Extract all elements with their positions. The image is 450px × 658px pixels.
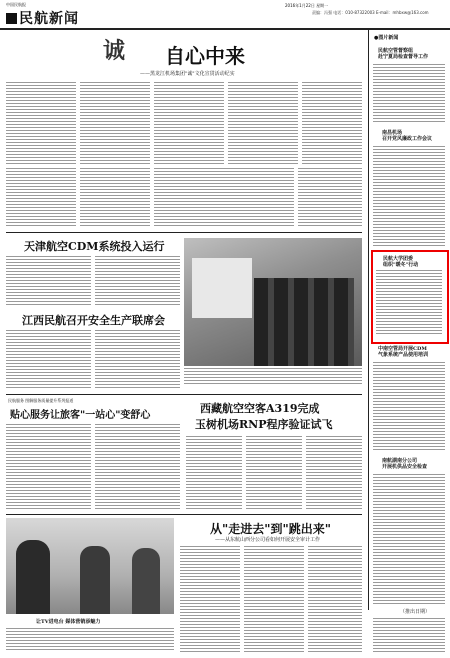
sidebar-item-3-title: 中南空管局开展CDM 气象系统产品使用培训 <box>378 346 429 358</box>
lead-text-col-3 <box>154 82 224 164</box>
sidebar-highlight-title: 民航大学团委 组织"暖冬"行动 <box>383 256 419 268</box>
wall-chart <box>192 258 252 318</box>
divider-mid <box>6 394 362 395</box>
people-group <box>254 278 354 366</box>
sidebar-highlight-box <box>371 250 449 344</box>
lead-text-col-6 <box>6 168 76 228</box>
lead-text-col-4 <box>228 82 298 164</box>
sidebar-item-1-text <box>373 64 445 124</box>
presenter-right <box>132 548 160 614</box>
service-text-2 <box>95 424 180 510</box>
sidebar-header: ●图片新闻 <box>374 35 399 41</box>
lead-text-col-9 <box>298 168 362 228</box>
bottom-text-3 <box>308 546 362 652</box>
service-kicker: 民航服务 图解服务质量提升系列报道 <box>8 398 74 403</box>
radio-studio-photo <box>6 518 174 614</box>
presenter-middle <box>80 546 110 614</box>
jiangxi-text-2 <box>95 330 180 390</box>
section-title <box>6 8 79 28</box>
lead-kicker: 诚 <box>103 38 126 64</box>
newspaper-name: 中国民航报 <box>6 2 26 7</box>
training-photo <box>184 238 362 366</box>
section-title-text: 民航新闻 <box>19 11 79 27</box>
bottom-subtitle: ——从东航山西分公司看如何开展安全审计工作 <box>215 537 321 543</box>
lead-text-col-8 <box>154 168 294 228</box>
lead-text-col-1 <box>6 82 76 164</box>
bottom-headline: 从"走进去"到"跳出来" <box>210 522 332 536</box>
lead-subtitle: ——黑龙江机场集团"诚"文化宣贯活动纪实 <box>140 71 235 77</box>
service-text-1 <box>6 424 91 510</box>
tianjin-text-1 <box>6 256 91 306</box>
lead-text-col-7 <box>80 168 150 228</box>
masthead <box>0 0 450 30</box>
sidebar-item-4-title: 南航湖南分公司 开展机供品安全检查 <box>382 458 428 470</box>
sidebar-highlight-text <box>376 270 442 336</box>
sidebar-item-2-title: 南昌机场 召开党风廉政工作会议 <box>382 130 433 142</box>
tianjin-headline: 天津航空CDM系统投入运行 <box>24 240 165 253</box>
service-headline: 贴心服务让旅客"一站心"变舒心 <box>10 410 151 421</box>
lead-text-col-2 <box>80 82 150 164</box>
sidebar-bottom-note: （推出日期） <box>400 609 431 615</box>
sidebar-item-1-title: 民航空管督察组 赴宁夏局检查督导工作 <box>378 48 429 60</box>
xizang-text-1 <box>186 436 242 510</box>
divider-lead <box>6 232 362 233</box>
issue-date: 2016年1月22日 星期一 <box>285 3 329 8</box>
xizang-headline-2: 玉树机场RNP程序验证试飞 <box>195 418 333 431</box>
photo-caption <box>184 368 362 386</box>
bottom-text-4 <box>373 618 445 652</box>
tv-caption-text <box>6 628 174 652</box>
editor-contact: 责编：冯强 电话：010-87322003 E-mail：mhbxw@163.com <box>312 10 429 15</box>
lead-text-col-5 <box>302 82 362 164</box>
tianjin-text-2 <box>95 256 180 306</box>
sidebar-rule <box>368 30 369 610</box>
presenter-left <box>16 540 50 614</box>
sidebar-item-4-text <box>373 474 445 604</box>
divider-lower <box>6 514 362 515</box>
jiangxi-headline: 江西民航召开安全生产联席会 <box>22 314 165 327</box>
jiangxi-text-1 <box>6 330 91 390</box>
xizang-headline-1: 西藏航空空客A319完成 <box>200 402 320 415</box>
bottom-text-2 <box>244 546 304 652</box>
xizang-text-3 <box>306 436 362 510</box>
xizang-text-2 <box>246 436 302 510</box>
sidebar-item-2-text <box>373 146 445 246</box>
logo-square-icon <box>6 13 17 24</box>
sidebar-item-3-text <box>373 362 445 452</box>
tv-caption: 让TV进电台 媒体营销添魅力 <box>36 619 101 625</box>
lead-headline: 自心中来 <box>165 44 245 68</box>
bottom-text-1 <box>180 546 240 652</box>
